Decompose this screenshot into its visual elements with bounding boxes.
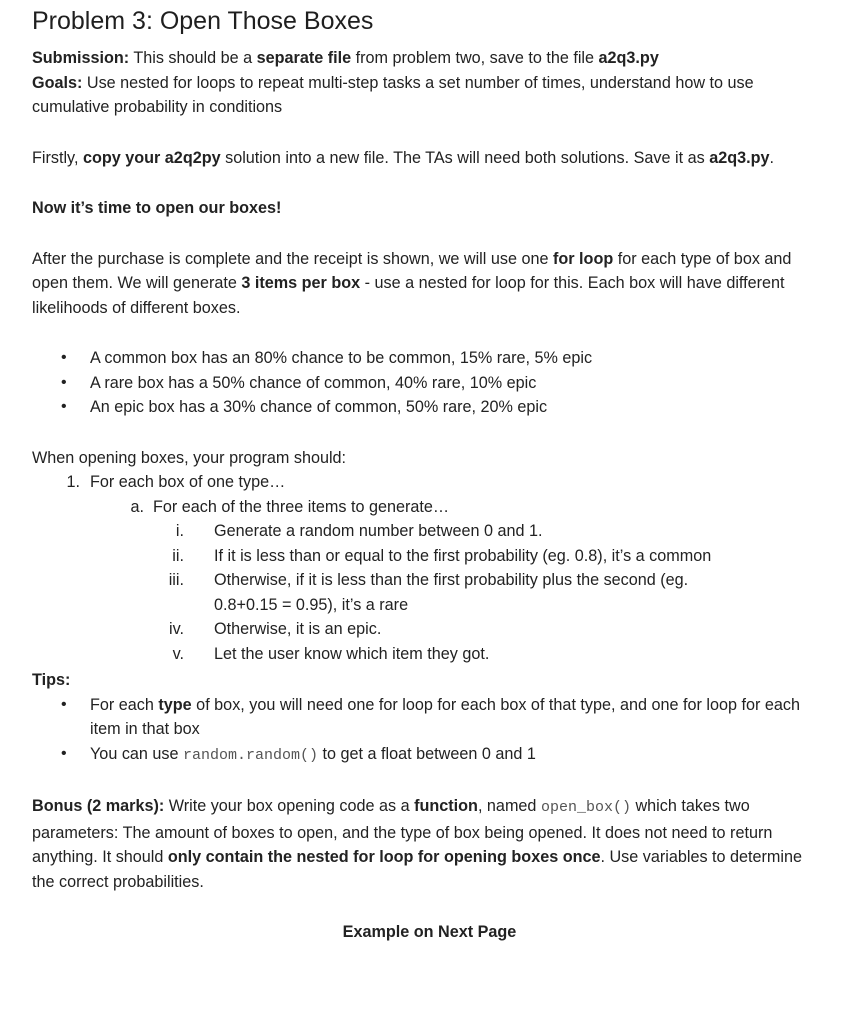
goals-paragraph: Goals: Use nested for loops to repeat multi-step tasks a set number of times, understand how to use cumulative probability in conditions — [32, 73, 754, 116]
bonus-paragraph: Bonus (2 marks): Write your box opening code as a function, named open_box() which takes two parameters: The amount of boxes to open, and the type of box being opened. It does not need to return anything. It should only contain the nested for loop for opening boxes once. Use variables to determine the correct probabilities. — [32, 797, 803, 891]
list-item: • A common box has an 80% chance to be common, 15% rare, 5% epic — [32, 346, 827, 371]
inline-code: open_box() — [540, 799, 631, 816]
substep: iii. Otherwise, if it is less than the first probability plus the second (eg. — [168, 571, 689, 589]
submission-label: Submission: — [32, 49, 130, 67]
firstly-paragraph: Firstly, copy your a2q2py solution into a new file. The TAs will need both solutions. Save it as a2q3.py. — [32, 148, 775, 167]
section-heading: Now it’s time to open our boxes! — [32, 199, 282, 217]
list-item: • For each type of box, you will need one for loop for each box of that type, and one for loop for each item in that box — [32, 693, 827, 742]
step-1: 1. For each box of one type… — [66, 473, 286, 491]
step-1a: a. For each of the three items to generate… — [130, 497, 450, 516]
filename: a2q3.py — [598, 49, 659, 67]
bullet-icon: • — [61, 695, 67, 713]
bullet-icon: • — [61, 744, 67, 762]
goals-label: Goals: — [32, 73, 83, 92]
when-opening-text: When opening boxes, your program should: — [32, 448, 347, 467]
page-title: Problem 3: Open Those Boxes — [32, 7, 374, 35]
inline-code: random.random() — [183, 746, 319, 764]
list-item: • An epic box has a 30% chance of common, 50% rare, 20% epic — [32, 395, 827, 420]
list-item: • You can use random.random() to get a float between 0 and 1 — [32, 742, 827, 769]
bullet-icon: • — [61, 373, 67, 391]
probability-list — [32, 346, 827, 420]
submission-line: Submission: This should be a separate file from problem two, save to the file a2q3.py — [32, 49, 659, 67]
bullet-icon: • — [61, 349, 67, 366]
footer-note: Example on Next Page — [342, 923, 517, 941]
substep: iv. Otherwise, it is an epic. — [169, 620, 382, 638]
bullet-icon: • — [61, 398, 67, 415]
substep: v. Let the user know which item they got. — [172, 644, 490, 663]
after-paragraph: After the purchase is complete and the receipt is shown, we will use one for loop for each type of box and open them. We will generate 3 items per box - use a nested for loop for this. Each box will have different likelihoods of different boxes. — [32, 249, 792, 317]
substep: ii. If it is less than or equal to the first probability (eg. 0.8), it’s a common — [172, 546, 712, 565]
substep-continuation: 0.8+0.15 = 0.95), it’s a rare — [214, 595, 409, 614]
list-item: • A rare box has a 50% chance of common, 40% rare, 10% epic — [32, 371, 827, 396]
tips-heading: Tips: — [32, 671, 71, 689]
tips-list — [32, 693, 827, 769]
substep: i. Generate a random number between 0 and 1. — [175, 522, 543, 540]
